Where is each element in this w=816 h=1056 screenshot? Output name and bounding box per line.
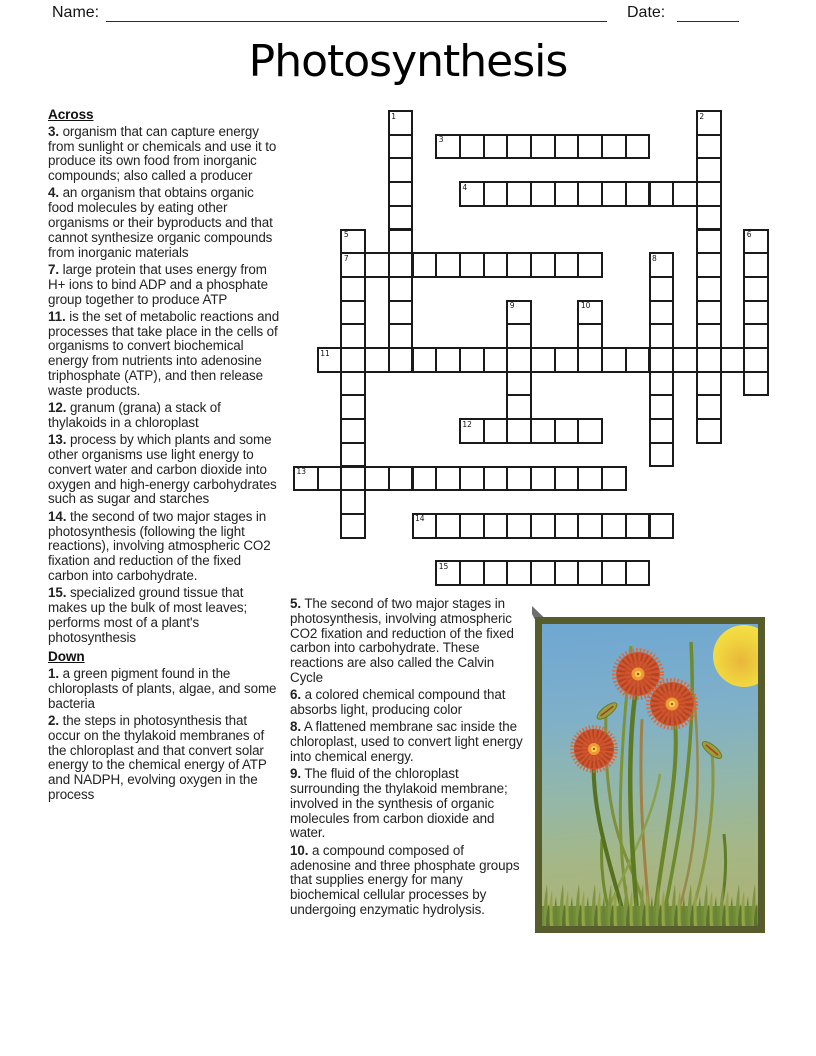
crossword-cell-r1c11[interactable] — [554, 134, 580, 160]
crossword-cell-r6c3[interactable] — [364, 252, 390, 278]
crossword-cell-r10c18[interactable] — [720, 347, 746, 373]
crossword-cell-r10c6[interactable] — [435, 347, 461, 373]
crossword-number-13: 13 — [296, 467, 307, 476]
across-clue-12: 12. granum (grana) a stack of thylakoids in a chloroplast — [48, 400, 221, 430]
crossword-cell-r11c17[interactable] — [696, 371, 722, 397]
crossword-cell-r15c12[interactable] — [577, 466, 603, 492]
crossword-cell-r9c17[interactable] — [696, 323, 722, 349]
crossword-cell-r10c17[interactable] — [696, 347, 722, 373]
crossword-number-11: 11 — [320, 348, 330, 358]
down-clue-1: 1. a green pigment found in the chloroplasts of plants, algae, and some bacteria — [48, 666, 277, 711]
crossword-cell-r10c15[interactable] — [649, 347, 675, 373]
crossword-number-8: 8 — [652, 253, 657, 263]
crossword-cell-r15c13[interactable] — [601, 466, 627, 492]
across-clue-15: 15. specialized ground tissue that makes up the bulk of most leaves; performs most of a plant's photosynthesis — [48, 585, 248, 645]
crossword-cell-r10c19[interactable] — [743, 347, 769, 373]
crossword-cell-r11c19[interactable] — [743, 371, 769, 397]
crossword-cell-r6c7[interactable] — [459, 252, 485, 278]
across-heading: Across — [48, 107, 94, 122]
across-clue-14: 14. the second of two major stages in photosynthesis (following the light reactions), involving atmospheric CO2 fixation and reduction of the fixed carbon into carbohydrate. — [48, 508, 271, 583]
crossword-cell-r17c7[interactable] — [459, 513, 485, 539]
crossword-cell-r15c0[interactable] — [293, 466, 319, 492]
crossword-cell-r3c17[interactable] — [696, 181, 722, 207]
crossword-cell-r1c17[interactable] — [696, 134, 722, 160]
down-clue-list-left — [48, 667, 281, 803]
crossword-cell-r1c12[interactable] — [577, 134, 603, 160]
crossword-cell-r10c11[interactable] — [554, 347, 580, 373]
crossword-cell-r10c16[interactable] — [672, 347, 698, 373]
crossword-cell-r10c2[interactable] — [340, 347, 366, 373]
crossword-cell-r3c4[interactable] — [388, 181, 414, 207]
crossword-cell-r6c19[interactable] — [743, 252, 769, 278]
crossword-cell-r1c10[interactable] — [530, 134, 556, 160]
crossword-cell-r19c6[interactable] — [435, 560, 461, 586]
crossword-cell-r15c5[interactable] — [412, 466, 438, 492]
crossword-cell-r13c9[interactable] — [506, 418, 532, 444]
crossword-cell-r6c6[interactable] — [435, 252, 461, 278]
crossword-cell-r11c2[interactable] — [340, 371, 366, 397]
crossword-number-4: 4 — [462, 182, 468, 192]
down-clue-list-right — [290, 597, 528, 918]
crossword-cell-r6c8[interactable] — [483, 252, 509, 278]
crossword-cell-r7c17[interactable] — [696, 276, 722, 302]
crossword-cell-r3c10[interactable] — [530, 181, 556, 207]
crossword-cell-r15c10[interactable] — [530, 466, 556, 492]
crossword-cell-r6c10[interactable] — [530, 252, 556, 278]
crossword-cell-r13c2[interactable] — [340, 418, 366, 444]
crossword-cell-r8c17[interactable] — [696, 300, 722, 326]
crossword-cell-r4c4[interactable] — [388, 205, 414, 231]
crossword-cell-r4c17[interactable] — [696, 205, 722, 231]
crossword-cell-r17c14[interactable] — [625, 513, 651, 539]
crossword-cell-r5c4[interactable] — [388, 229, 414, 255]
crossword-cell-r6c17[interactable] — [696, 252, 722, 278]
crossword-cell-r1c4[interactable] — [388, 134, 414, 160]
crossword-cell-r13c10[interactable] — [530, 418, 556, 444]
crossword-cell-r16c2[interactable] — [340, 489, 366, 515]
crossword-cell-r15c3[interactable] — [364, 466, 390, 492]
crossword-cell-r3c16[interactable] — [672, 181, 698, 207]
crossword-cell-r8c9[interactable] — [506, 300, 532, 326]
crossword-cell-r12c17[interactable] — [696, 394, 722, 420]
crossword-number-2: 2 — [699, 111, 705, 121]
crossword-cell-r19c7[interactable] — [459, 560, 485, 586]
crossword-number-1: 1 — [391, 111, 397, 121]
down-clue-6: 6. a colored chemical compound that absorbs light, producing color — [290, 687, 506, 718]
date-label: Date: — [627, 4, 666, 21]
crossword-cell-r1c14[interactable] — [625, 134, 651, 160]
crossword-cell-r3c14[interactable] — [625, 181, 651, 207]
crossword-cell-r17c5[interactable] — [412, 513, 438, 539]
crossword-cell-r17c15[interactable] — [649, 513, 675, 539]
crossword-cell-r12c2[interactable] — [340, 394, 366, 420]
crossword-cell-r19c10[interactable] — [530, 560, 556, 586]
page-title: Photosynthesis — [248, 36, 568, 87]
crossword-number-5: 5 — [343, 230, 349, 239]
crossword-cell-r11c9[interactable] — [506, 371, 532, 397]
crossword-cell-r7c19[interactable] — [743, 276, 769, 302]
crossword-cell-r19c14[interactable] — [625, 560, 651, 586]
crossword-cell-r19c8[interactable] — [483, 560, 509, 586]
crossword-cell-r0c17[interactable] — [696, 110, 722, 136]
crossword-cell-r3c9[interactable] — [506, 181, 532, 207]
crossword-cell-r8c15[interactable] — [649, 300, 675, 326]
crossword-cell-r8c2[interactable] — [340, 300, 366, 326]
crossword-cell-r9c19[interactable] — [743, 323, 769, 349]
crossword-cell-r10c4[interactable] — [388, 347, 414, 373]
crossword-number-15: 15 — [438, 561, 449, 571]
crossword-cell-r15c8[interactable] — [483, 466, 509, 492]
crossword-cell-r8c4[interactable] — [388, 300, 414, 326]
crossword-cell-r3c15[interactable] — [649, 181, 675, 207]
crossword-cell-r5c19[interactable] — [743, 229, 769, 255]
crossword-cell-r1c13[interactable] — [601, 134, 627, 160]
down-clues-column-right — [290, 597, 528, 920]
crossword-cell-r9c15[interactable] — [649, 323, 675, 349]
crossword-cell-r9c2[interactable] — [340, 323, 366, 349]
name-label: Name: — [52, 4, 100, 21]
crossword-number-12: 12 — [462, 419, 472, 429]
across-clue-list — [48, 125, 281, 646]
crossword-cell-r10c1[interactable] — [317, 347, 343, 373]
crossword-cell-r5c2[interactable] — [340, 229, 366, 255]
crossword-number-14: 14 — [415, 514, 425, 524]
crossword-cell-r14c2[interactable] — [340, 442, 366, 468]
crossword-cell-r17c6[interactable] — [435, 513, 461, 539]
across-clue-11: 11. is the set of metabolic reactions and processes that take place in the cells of organisms to convert biochemical energy from nutrients into adenosine triphosphate (ATP), and then release waste products. — [48, 308, 280, 398]
crossword-cell-r15c2[interactable] — [340, 466, 366, 492]
crossword-cell-r6c4[interactable] — [388, 252, 414, 278]
crossword-cell-r15c7[interactable] — [459, 466, 485, 492]
crossword-number-9: 9 — [509, 301, 515, 311]
crossword-cell-r6c9[interactable] — [506, 252, 532, 278]
crossword-cell-r10c3[interactable] — [364, 347, 390, 373]
down-clue-2: 2. the steps in photosynthesis that occur on the thylakoid membranes of the chloroplast and that convert solar energy to the chemical energy of ATP and NADPH, evolving oxygen in the process — [48, 713, 267, 803]
crossword-cell-r6c2[interactable] — [340, 252, 366, 278]
crossword-cell-r10c7[interactable] — [459, 347, 485, 373]
crossword-cell-r13c15[interactable] — [649, 418, 675, 444]
crossword-cell-r1c9[interactable] — [506, 134, 532, 160]
crossword-cell-r12c15[interactable] — [649, 394, 675, 420]
crossword-cell-r17c2[interactable] — [340, 513, 366, 539]
crossword-cell-r19c13[interactable] — [601, 560, 627, 586]
crossword-cell-r1c7[interactable] — [459, 134, 485, 160]
across-clue-4: 4. an organism that obtains organic food molecules by eating other organisms or their byproducts and that cannot synthesize organic compounds from inorganic materials — [48, 185, 273, 260]
crossword-cell-r3c12[interactable] — [577, 181, 603, 207]
crossword-number-7: 7 — [343, 253, 349, 263]
down-clue-10: 10. a compound composed of adenosine and three phosphate groups that supplies energy for many biochemical cellular processes by undergoing enzymatic hydrolysis. — [290, 842, 520, 917]
crossword-cell-r2c17[interactable] — [696, 157, 722, 183]
crossword-cell-r3c8[interactable] — [483, 181, 509, 207]
crossword-cell-r5c17[interactable] — [696, 229, 722, 255]
crossword-cell-r10c5[interactable] — [412, 347, 438, 373]
crossword-cell-r2c4[interactable] — [388, 157, 414, 183]
crossword-cell-r13c7[interactable] — [459, 418, 485, 444]
crossword-cell-r9c4[interactable] — [388, 323, 414, 349]
crossword-cell-r6c15[interactable] — [649, 252, 675, 278]
crossword-cell-r15c6[interactable] — [435, 466, 461, 492]
crossword-cell-r13c12[interactable] — [577, 418, 603, 444]
crossword-cell-r3c13[interactable] — [601, 181, 627, 207]
crossword-cell-r19c9[interactable] — [506, 560, 532, 586]
crossword-cell-r7c4[interactable] — [388, 276, 414, 302]
crossword-cell-r17c11[interactable] — [554, 513, 580, 539]
crossword-cell-r6c11[interactable] — [554, 252, 580, 278]
crossword-cell-r9c9[interactable] — [506, 323, 532, 349]
crossword-cell-r19c12[interactable] — [577, 560, 603, 586]
crossword-cell-r10c8[interactable] — [483, 347, 509, 373]
across-clues-column — [48, 108, 281, 805]
crossword-cell-r17c8[interactable] — [483, 513, 509, 539]
crossword-cell-r10c14[interactable] — [625, 347, 651, 373]
down-clue-9: 9. The fluid of the chloroplast surrounding the thylakoid membrane; involved in the synthesis of organic molecules from carbon dioxide and water. — [290, 766, 508, 841]
crossword-cell-r1c6[interactable] — [435, 134, 461, 160]
down-heading: Down — [48, 649, 85, 665]
crossword-cell-r7c2[interactable] — [340, 276, 366, 302]
down-clue-5: 5. The second of two major stages in photosynthesis, involving atmospheric CO2 fixation and reduction of the fixed carbon into carbohydrate. These reactions are also called the Calvin Cycle — [290, 596, 514, 685]
name-fill-line[interactable] — [106, 4, 607, 22]
crossword-number-10: 10 — [580, 301, 591, 311]
crossword-cell-r1c8[interactable] — [483, 134, 509, 160]
crossword-cell-r8c19[interactable] — [743, 300, 769, 326]
crossword-cell-r7c15[interactable] — [649, 276, 675, 302]
across-clue-3: 3. organism that can capture energy from sunlight or chemicals and use it to produce its own food from inorganic compounds; also called a producer — [48, 123, 277, 184]
crossword-cell-r10c13[interactable] — [601, 347, 627, 373]
crossword-cell-r11c15[interactable] — [649, 371, 675, 397]
crossword-cell-r9c12[interactable] — [577, 323, 603, 349]
crossword-cell-r17c9[interactable] — [506, 513, 532, 539]
flowers-and-grass-drawing — [542, 624, 758, 926]
crossword-number-6: 6 — [746, 230, 752, 239]
crossword-cell-r17c13[interactable] — [601, 513, 627, 539]
crossword-cell-r17c10[interactable] — [530, 513, 556, 539]
crossword-cell-r15c1[interactable] — [317, 466, 343, 492]
crossword-cell-r10c10[interactable] — [530, 347, 556, 373]
crossword-cell-r15c11[interactable] — [554, 466, 580, 492]
crossword-cell-r13c8[interactable] — [483, 418, 509, 444]
plant-illustration-frame — [535, 617, 765, 933]
across-clue-13: 13. process by which plants and some other organisms use light energy to convert water and carbon dioxide into oxygen and high-energy carbohydrates such as sugar and starches — [48, 432, 277, 507]
crossword-cell-r13c11[interactable] — [554, 418, 580, 444]
crossword-cell-r17c12[interactable] — [577, 513, 603, 539]
crossword-cell-r10c12[interactable] — [577, 347, 603, 373]
sky-background — [542, 624, 758, 926]
crossword-cell-r0c4[interactable] — [388, 110, 414, 136]
crossword-cell-r6c5[interactable] — [412, 252, 438, 278]
crossword-number-3: 3 — [438, 135, 444, 145]
crossword-cell-r19c11[interactable] — [554, 560, 580, 586]
crossword-cell-r10c9[interactable] — [506, 347, 532, 373]
crossword-cell-r6c12[interactable] — [577, 252, 603, 278]
crossword-cell-r13c17[interactable] — [696, 418, 722, 444]
down-clue-8: 8. A flattened membrane sac inside the chloroplast, used to convert light energy into chemical energy. — [290, 719, 523, 764]
crossword-cell-r14c15[interactable] — [649, 442, 675, 468]
crossword-cell-r8c12[interactable] — [577, 300, 603, 326]
across-clue-7: 7. large protein that uses energy from H+ ions to bind ADP and a phosphate group together to produce ATP — [48, 261, 268, 307]
crossword-cell-r15c9[interactable] — [506, 466, 532, 492]
crossword-cell-r15c4[interactable] — [388, 466, 414, 492]
crossword-cell-r3c11[interactable] — [554, 181, 580, 207]
crossword-cell-r12c9[interactable] — [506, 394, 532, 420]
crossword-cell-r3c7[interactable] — [459, 181, 485, 207]
date-fill-line[interactable] — [677, 4, 739, 22]
